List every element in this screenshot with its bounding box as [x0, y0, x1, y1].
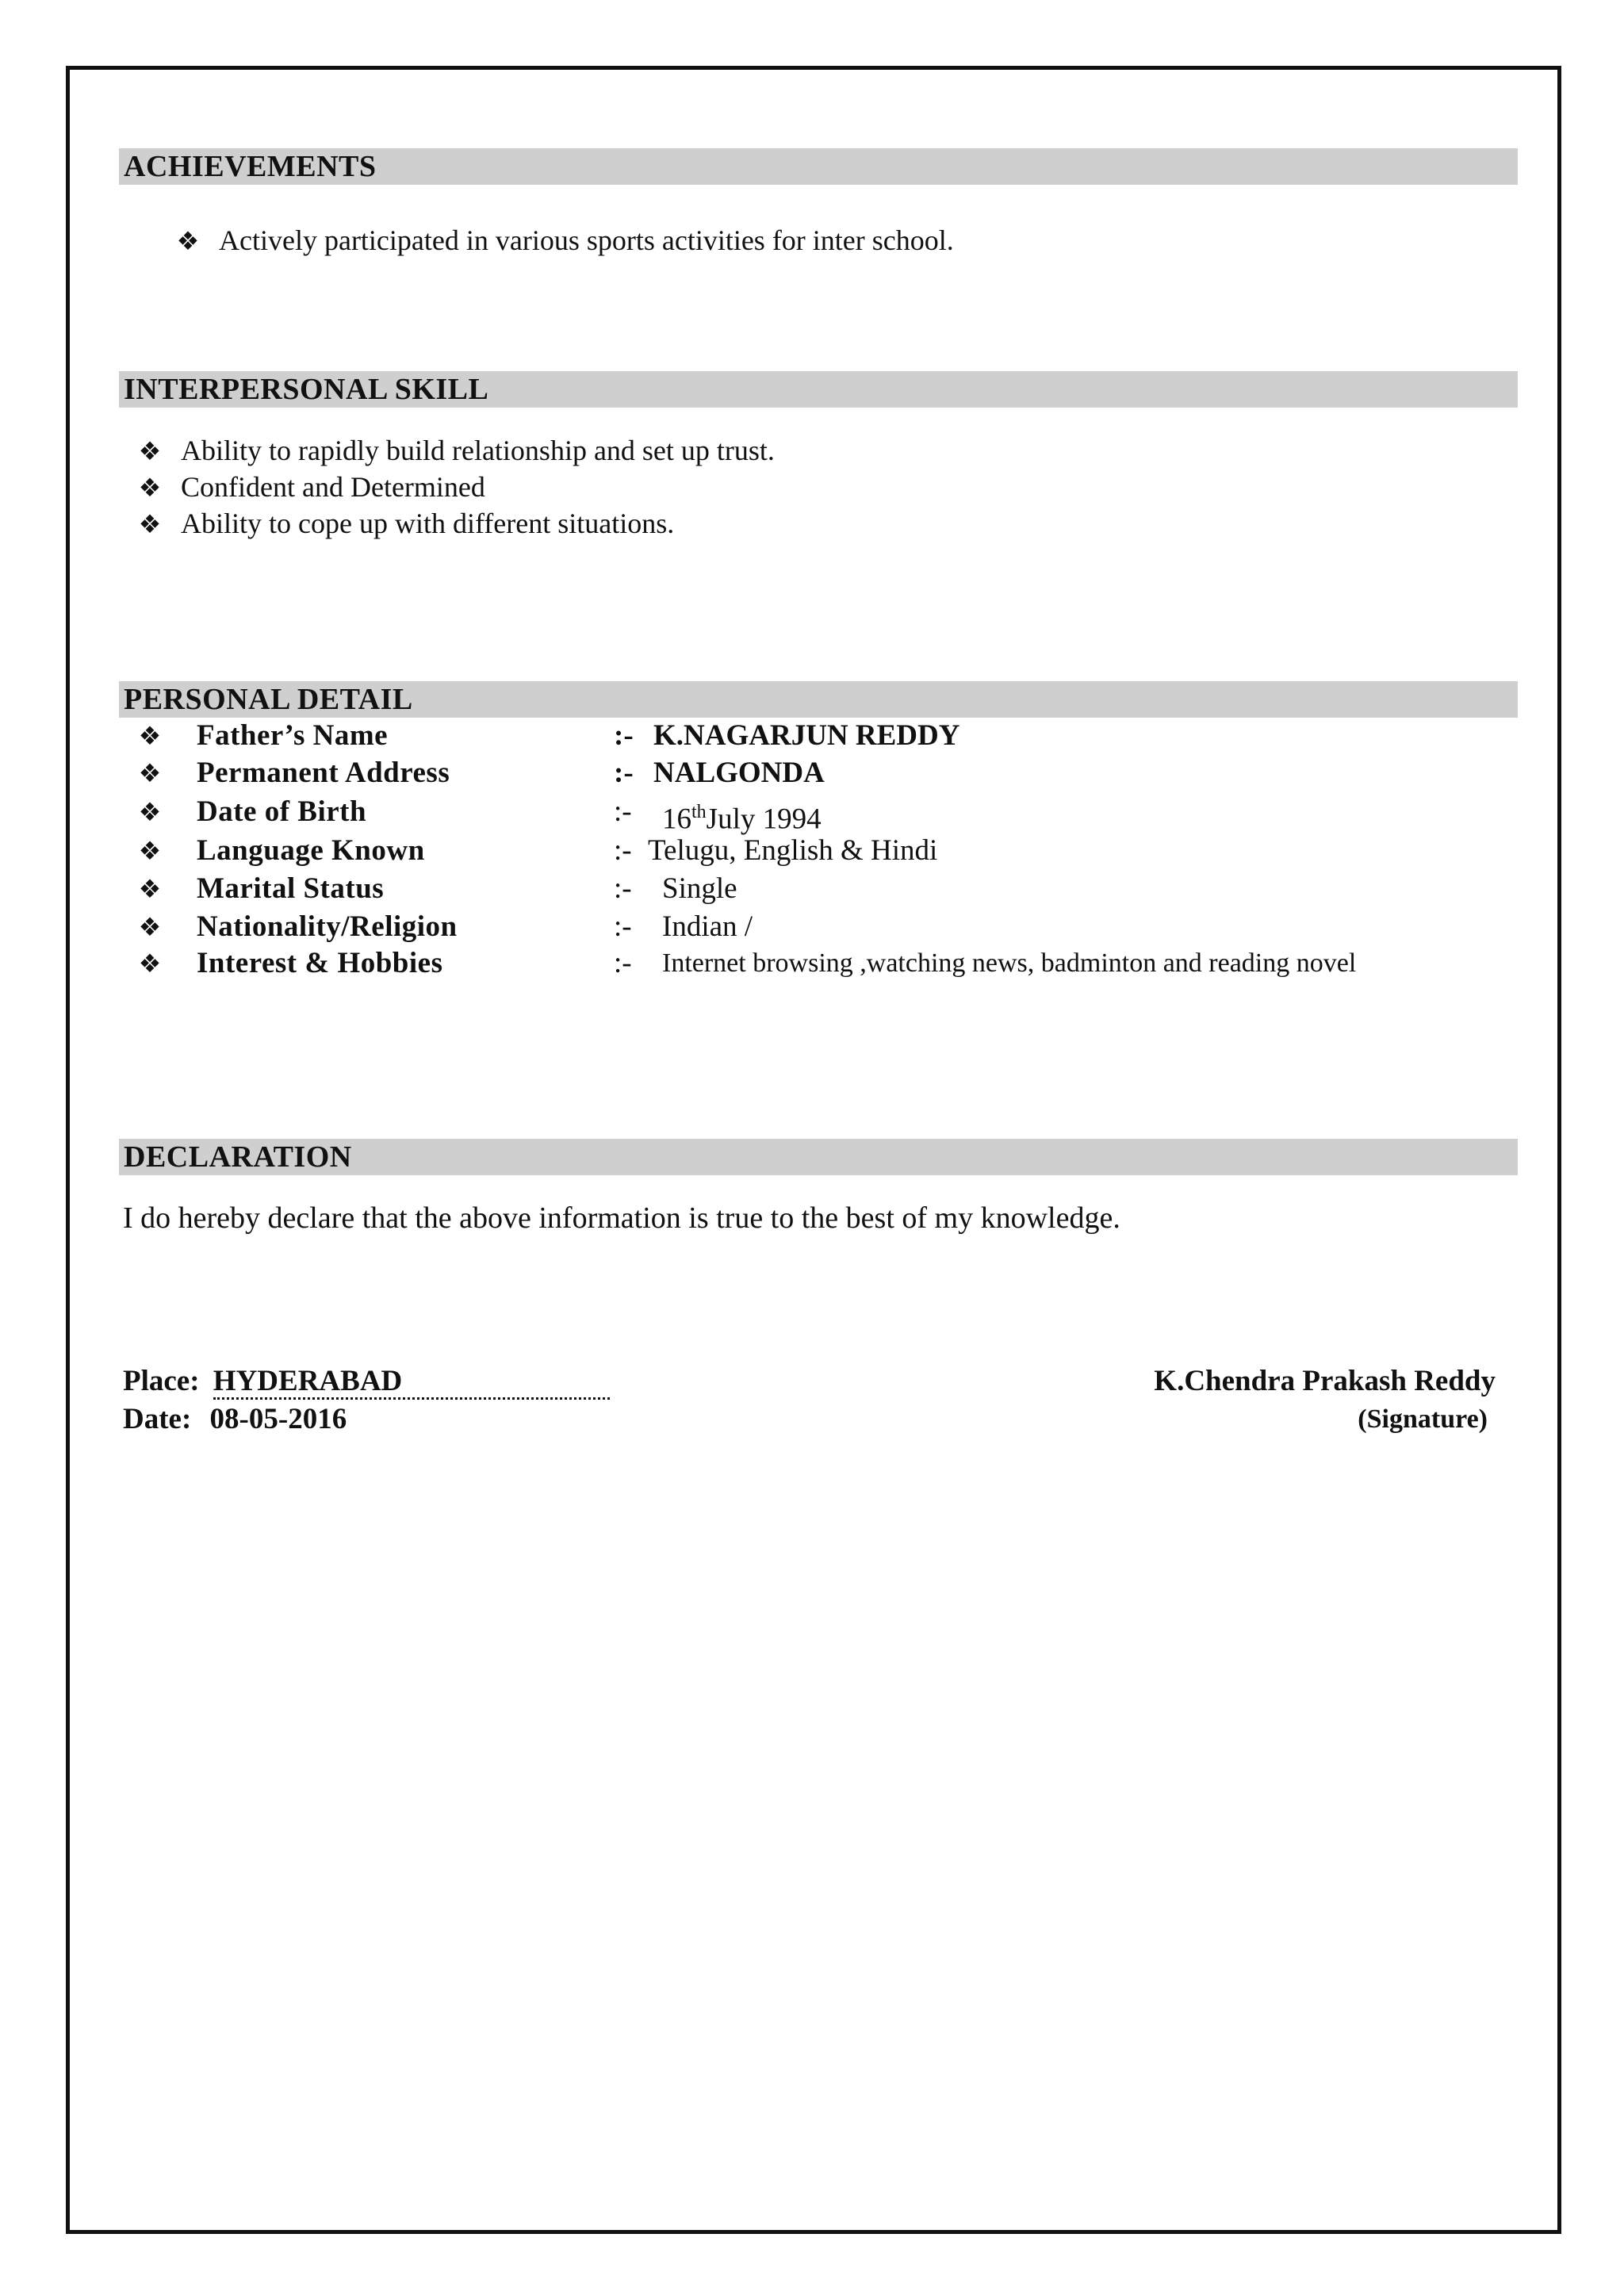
diamond-bullet-icon: ❖: [138, 913, 162, 941]
achievement-item: [174, 222, 954, 259]
diamond-bullet-icon: ❖: [176, 227, 200, 255]
section-heading-achievements: ACHIEVEMENTS: [119, 148, 1518, 185]
personal-separator: :-: [614, 757, 634, 789]
personal-separator: :-: [614, 872, 632, 905]
diamond-bullet-icon: ❖: [138, 437, 162, 466]
place-label: Place:: [123, 1365, 200, 1397]
place-line: [123, 1362, 610, 1400]
personal-value: Telugu, English & Hindi: [648, 834, 938, 867]
personal-value: NALGONDA: [653, 757, 825, 789]
diamond-bullet-icon: ❖: [138, 473, 162, 502]
dob-ordinal: th: [691, 802, 707, 822]
skill-item: [136, 432, 775, 469]
date-value: 08-05-2016: [209, 1403, 347, 1435]
declaration-text: I do hereby declare that the above information is true to the best of my knowledge.: [123, 1201, 1120, 1235]
personal-separator: :-: [614, 719, 634, 752]
diamond-bullet-icon: ❖: [138, 759, 162, 787]
dob-day: 16: [662, 803, 691, 836]
skill-item: [136, 469, 485, 506]
date-line: [123, 1400, 347, 1439]
skill-item: [136, 505, 674, 542]
personal-value: K.NAGARJUN REDDY: [653, 719, 960, 752]
skill-text: Ability to cope up with different situations.: [181, 508, 675, 539]
achievement-text: Actively participated in various sports activities for inter school.: [219, 224, 954, 256]
personal-label: Nationality/Religion: [197, 910, 458, 943]
personal-value: Single: [662, 872, 737, 905]
personal-label: Permanent Address: [197, 757, 450, 789]
personal-value: Indian /: [662, 910, 753, 943]
personal-separator: :-: [614, 795, 632, 828]
signatory-name: K.Chendra Prakash Reddy: [1154, 1365, 1496, 1397]
personal-separator: :-: [614, 910, 632, 943]
personal-value: Internet browsing ,watching news, badminton and reading novel: [662, 948, 1357, 978]
diamond-bullet-icon: ❖: [138, 875, 162, 903]
personal-label: Language Known: [197, 834, 425, 867]
section-heading-personal: PERSONAL DETAIL: [119, 681, 1518, 718]
date-label: Date:: [123, 1403, 192, 1435]
section-heading-declaration: DECLARATION: [119, 1139, 1518, 1175]
skill-text: Ability to rapidly build relationship and set up trust.: [181, 435, 775, 466]
signature-label: (Signature): [1358, 1404, 1488, 1434]
personal-separator: :-: [614, 834, 632, 867]
skill-text: Confident and Determined: [181, 471, 485, 503]
place-value: HYDERABAD: [213, 1366, 610, 1400]
personal-label: Date of Birth: [197, 795, 367, 828]
dob-month-year: July 1994: [706, 803, 822, 836]
personal-label: Marital Status: [197, 872, 385, 905]
diamond-bullet-icon: ❖: [138, 798, 162, 826]
diamond-bullet-icon: ❖: [138, 510, 162, 538]
diamond-bullet-icon: ❖: [138, 722, 162, 750]
personal-separator: :-: [614, 947, 632, 979]
personal-label: Interest & Hobbies: [197, 947, 443, 979]
personal-label: Father’s Name: [197, 719, 389, 752]
section-heading-interpersonal: INTERPERSONAL SKILL: [119, 371, 1518, 408]
diamond-bullet-icon: ❖: [138, 949, 162, 978]
diamond-bullet-icon: ❖: [138, 837, 162, 865]
